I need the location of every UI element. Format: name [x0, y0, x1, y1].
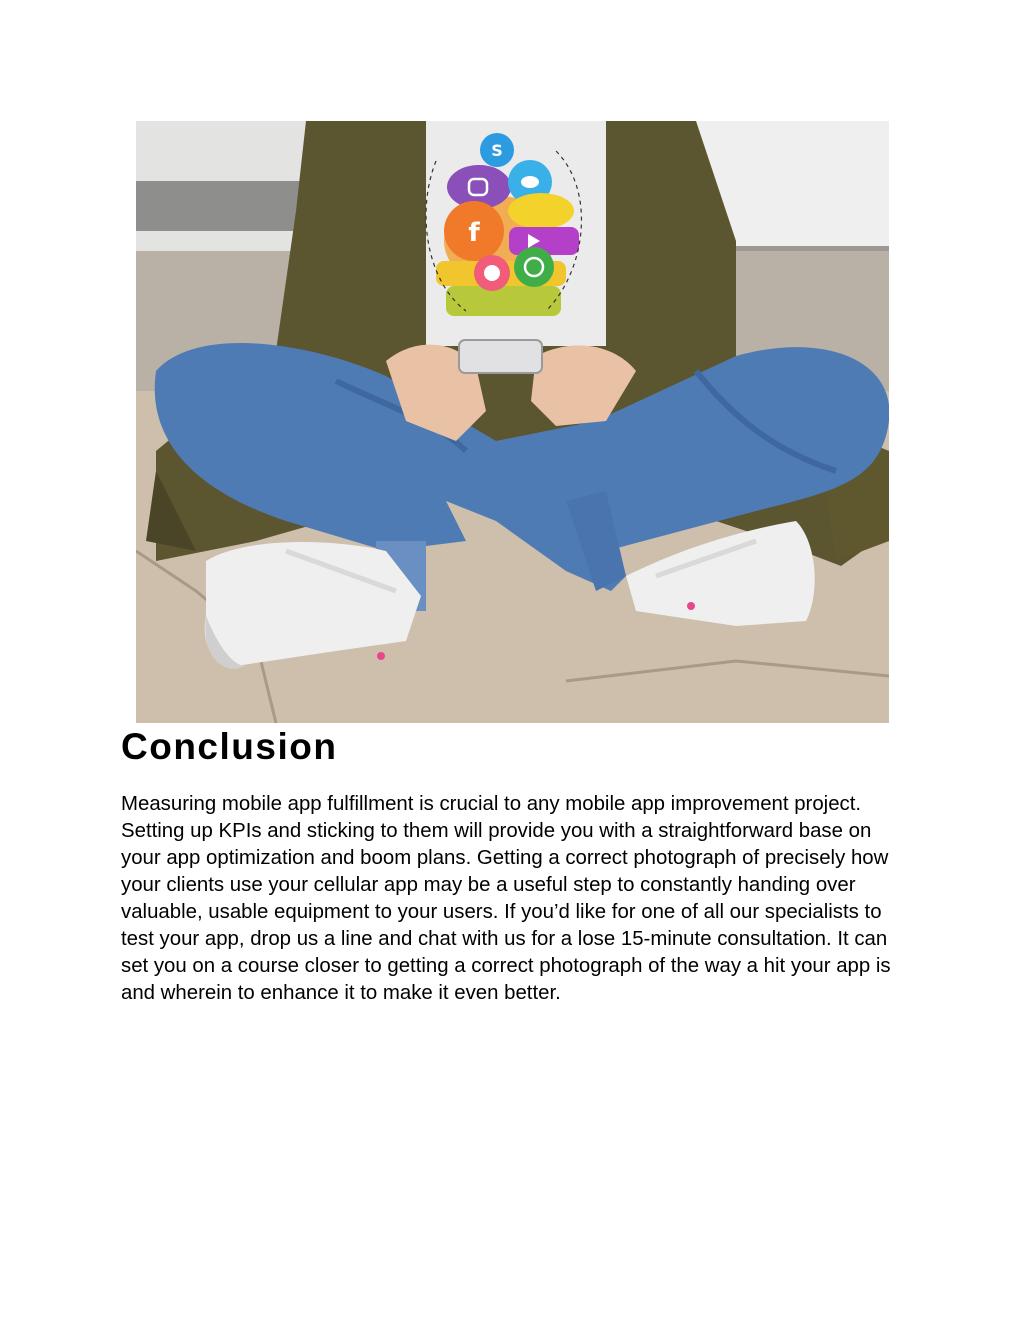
svg-text:S: S: [491, 141, 503, 160]
section-heading: Conclusion: [121, 726, 338, 767]
photo-illustration: [136, 121, 889, 723]
conclusion-paragraph: Measuring mobile app fulfillment is crucial to any mobile app improvement project. Setting up KPIs and sticking to them will provide you with a straightforward base on your app optimization and boom plans. Getting a correct photograph of precisely how your clients use your cellular app may be a useful step to constantly handing over valuable, usable equipment to your users. If you’d like for one of all our specialists to test your app, drop us a line and chat with us for a lose 15-minute consultation. It can set you on a course closer to getting a correct photograph of the way a hit your app is and wherein to enhance it to make it even better.: [121, 793, 891, 1004]
svg-text:f: f: [468, 218, 480, 248]
hero-photo: [136, 121, 889, 723]
